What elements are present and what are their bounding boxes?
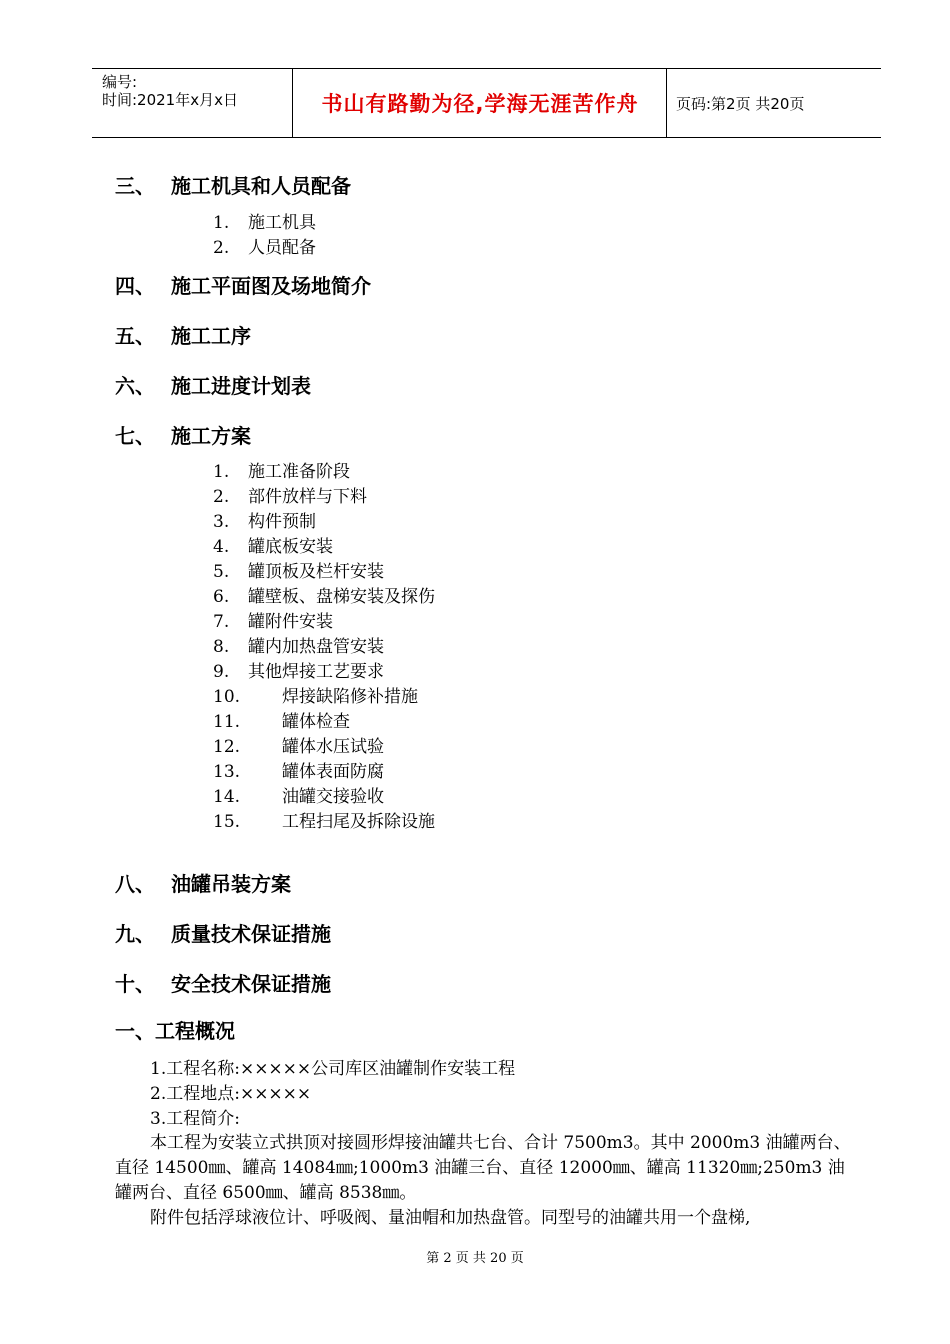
toc-item	[213, 586, 435, 608]
item-number: 1.	[213, 213, 230, 233]
item-number: 10.	[213, 687, 241, 707]
toc-item	[213, 237, 316, 259]
item-number: 8.	[213, 637, 230, 657]
toc-item	[213, 611, 333, 633]
item-number: 12.	[213, 737, 241, 757]
toc-section-7	[115, 424, 251, 448]
section-number: 四、	[115, 274, 155, 298]
toc-item	[213, 212, 316, 234]
item-label: 罐体水压试验	[282, 737, 384, 757]
header-divider	[666, 69, 667, 137]
item-number: 11.	[213, 712, 241, 732]
section-number: 八、	[115, 872, 155, 896]
item-number: 9.	[213, 662, 230, 682]
item-label: 施工准备阶段	[248, 462, 350, 482]
item-number: 14.	[213, 787, 241, 807]
toc-item	[213, 786, 384, 808]
item-number: 3.	[213, 512, 230, 532]
overview-paragraph: 本工程为安装立式拱顶对接圆形焊接油罐共七台、合计 7500m3。其中 2000m3 油罐两台、直径 14500㎜、罐高 14084㎜;1000m3 油罐三台、直径 12000㎜、罐高 11320㎜;250m3 油罐两台、直径 6500㎜、罐高 8538㎜。	[115, 1133, 851, 1203]
item-number: 1.	[213, 462, 230, 482]
item-label: 焊接缺陷修补措施	[282, 687, 418, 707]
overview-heading: 一、工程概况	[115, 1019, 235, 1043]
toc-item	[213, 486, 367, 508]
toc-section-9	[115, 922, 331, 946]
overview-line: 2.工程地点:×××××	[150, 1084, 312, 1104]
section-number: 六、	[115, 374, 155, 398]
section-number: 三、	[115, 174, 155, 198]
header-divider	[292, 69, 293, 137]
item-label: 罐附件安装	[248, 612, 333, 632]
item-number: 13.	[213, 762, 241, 782]
section-number: 十、	[115, 972, 155, 996]
item-number: 6.	[213, 587, 230, 607]
time-label: 时间:2021年x月x日	[102, 91, 238, 109]
toc-item	[213, 711, 350, 733]
item-number: 4.	[213, 537, 230, 557]
item-number: 5.	[213, 562, 230, 582]
section-title: 施工工序	[171, 324, 251, 348]
section-title: 油罐吊装方案	[171, 872, 291, 896]
item-number: 15.	[213, 812, 241, 832]
toc-item	[213, 536, 333, 558]
toc-section-5	[115, 324, 251, 348]
page-header	[92, 68, 881, 138]
section-title: 施工机具和人员配备	[171, 174, 351, 198]
overview-line: 3.工程简介:	[150, 1109, 240, 1129]
toc-section-4	[115, 274, 371, 298]
toc-item	[213, 811, 435, 833]
section-number: 五、	[115, 324, 155, 348]
toc-item	[213, 461, 350, 483]
section-title: 质量技术保证措施	[171, 922, 331, 946]
item-label: 罐顶板及栏杆安装	[248, 562, 384, 582]
section-title: 安全技术保证措施	[171, 972, 331, 996]
item-label: 工程扫尾及拆除设施	[282, 812, 435, 832]
item-label: 油罐交接验收	[282, 787, 384, 807]
header-page-info: 页码:第2页 共20页	[676, 95, 805, 113]
item-label: 部件放样与下料	[248, 487, 367, 507]
item-label: 罐体检查	[282, 712, 350, 732]
toc-section-8	[115, 872, 291, 896]
toc-item	[213, 511, 316, 533]
section-title: 施工进度计划表	[171, 374, 311, 398]
toc-item	[213, 661, 384, 683]
overview-line: 1.工程名称:×××××公司库区油罐制作安装工程	[150, 1059, 516, 1079]
overview-paragraph: 附件包括浮球液位计、呼吸阀、量油帽和加热盘管。同型号的油罐共用一个盘梯,	[150, 1208, 751, 1228]
toc-item	[213, 686, 418, 708]
toc-section-3	[115, 174, 351, 198]
item-label: 罐体表面防腐	[282, 762, 384, 782]
page-footer: 第 2 页 共 20 页	[426, 1251, 524, 1266]
item-label: 施工机具	[248, 213, 316, 233]
toc-section-6	[115, 374, 311, 398]
item-number: 2.	[213, 487, 230, 507]
toc-section-10	[115, 972, 331, 996]
section-number: 七、	[115, 424, 155, 448]
item-number: 7.	[213, 612, 230, 632]
section-number: 九、	[115, 922, 155, 946]
toc-item	[213, 636, 384, 658]
item-number: 2.	[213, 238, 230, 258]
number-label: 编号:	[102, 73, 138, 91]
item-label: 罐壁板、盘梯安装及探伤	[248, 587, 435, 607]
toc-item	[213, 761, 384, 783]
item-label: 其他焊接工艺要求	[248, 662, 384, 682]
item-label: 罐内加热盘管安装	[248, 637, 384, 657]
item-label: 罐底板安装	[248, 537, 333, 557]
header-motto: 书山有路勤为径,学海无涯苦作舟	[321, 92, 639, 116]
section-title: 施工平面图及场地简介	[171, 274, 371, 298]
toc-item	[213, 561, 384, 583]
item-label: 构件预制	[248, 512, 316, 532]
section-title: 施工方案	[171, 424, 251, 448]
header-meta	[102, 73, 238, 109]
item-label: 人员配备	[248, 238, 316, 258]
toc-item	[213, 736, 384, 758]
